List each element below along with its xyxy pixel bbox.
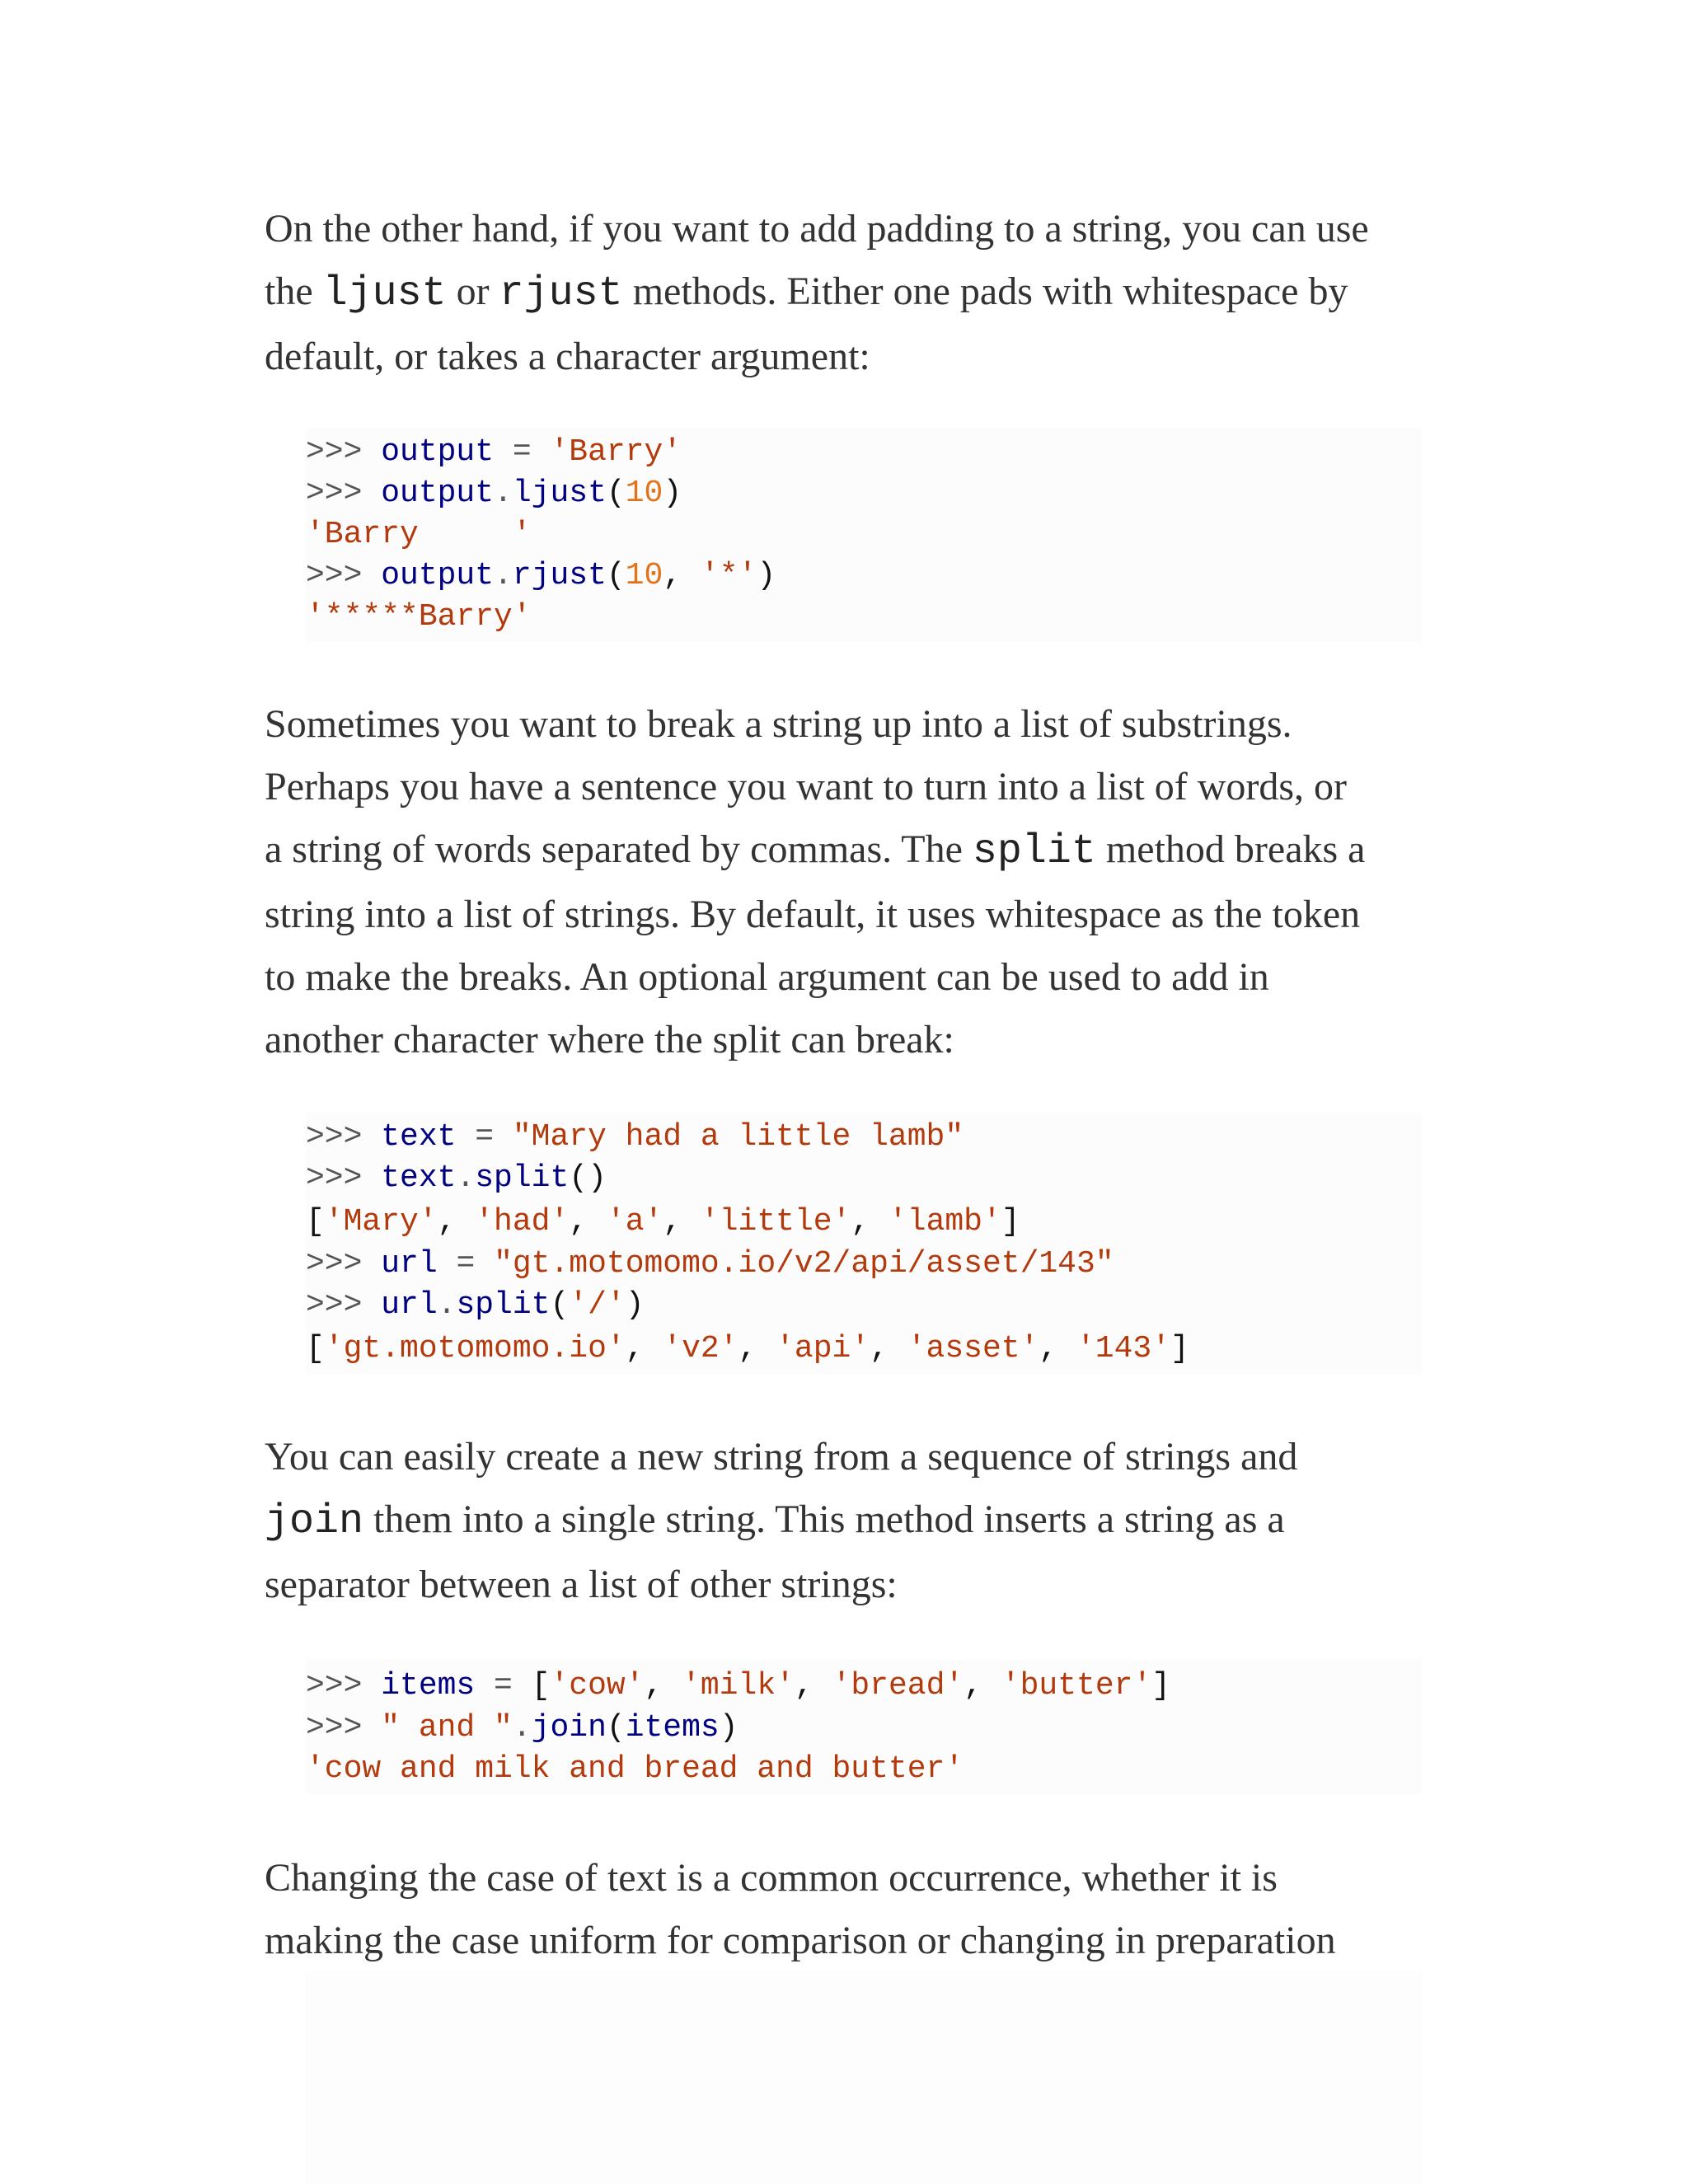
text-fragment: methods. Either one pads with whitespace by: [622, 269, 1348, 313]
code-string: '/': [569, 1287, 626, 1323]
code-name: output: [381, 434, 495, 470]
code-name: url: [381, 1246, 438, 1282]
code-output: '*****Barry': [306, 599, 532, 635]
code-punct: [: [531, 1668, 551, 1704]
code-output-line: [306, 597, 1422, 638]
code-block-padding: [306, 428, 1422, 642]
text-line: string into a list of strings. By default, it uses whitespace as the token: [265, 893, 1361, 936]
inline-code-rjust: rjust: [499, 270, 623, 317]
code-output-line: [306, 1199, 1422, 1244]
code-punct: [: [306, 1204, 325, 1240]
code-method: join: [531, 1710, 607, 1746]
code-punct: ,: [1039, 1331, 1076, 1366]
code-punct: ,: [851, 1204, 889, 1240]
code-method: ljust: [512, 476, 607, 511]
paragraph-case: [265, 1847, 1418, 1972]
inline-code-split: split: [972, 828, 1096, 875]
code-punct: ): [757, 558, 776, 593]
prompt: >>>: [306, 1246, 382, 1282]
code-string: 'Barry': [550, 434, 682, 470]
code-list-item: 'bread': [832, 1668, 964, 1704]
text-line: separator between a list of other strings:: [265, 1563, 898, 1606]
prompt: >>>: [306, 558, 382, 593]
paragraph-padding: [265, 198, 1418, 388]
text-line: Changing the case of text is a common occurrence, whether it is: [265, 1856, 1278, 1900]
code-list-item: 'gt.motomomo.io': [324, 1331, 626, 1366]
code-punct: (): [569, 1160, 607, 1196]
code-block-split: [306, 1113, 1422, 1375]
text-line: making the case uniform for comparison or changing in preparation: [265, 1919, 1336, 1962]
text-line: the: [265, 269, 323, 313]
code-punct: ]: [1001, 1204, 1020, 1240]
code-operator: =: [437, 1246, 495, 1282]
text-line: default, or takes a character argument:: [265, 335, 870, 378]
code-punct: ,: [569, 1204, 607, 1240]
code-block-join: [306, 1659, 1422, 1794]
code-list-item: 'Mary': [324, 1204, 438, 1240]
code-punct: ,: [738, 1331, 776, 1366]
code-operator: =: [456, 1119, 513, 1155]
text-line: Sometimes you want to break a string up into a list of substrings.: [265, 702, 1292, 746]
code-line: [306, 1244, 1422, 1285]
code-method: rjust: [512, 558, 607, 593]
code-line: [306, 473, 1422, 514]
code-list-item: '143': [1076, 1331, 1171, 1366]
code-punct: ,: [625, 1331, 663, 1366]
paragraph-split: [265, 693, 1418, 1071]
code-output: 'cow and milk and bread and butter': [306, 1751, 964, 1787]
text-line: Perhaps you have a sentence you want to turn into a list of words, or: [265, 765, 1348, 808]
code-operator: .: [437, 1287, 457, 1323]
code-name: url: [381, 1287, 438, 1323]
code-list-item: 'milk': [682, 1668, 795, 1704]
text-line: On the other hand, if you want to add padding to a string, you can use: [265, 207, 1369, 251]
paragraph-join: [265, 1426, 1418, 1616]
code-list-item: 'asset': [907, 1331, 1039, 1366]
code-string: "Mary had a little lamb": [512, 1119, 964, 1155]
code-output: 'Barry ': [306, 517, 532, 552]
code-line: [306, 432, 1422, 473]
code-punct: (: [606, 558, 626, 593]
prompt: >>>: [306, 1160, 382, 1196]
code-name: items: [625, 1710, 720, 1746]
code-list-item: 'lamb': [888, 1204, 1001, 1240]
code-line: [306, 1663, 1422, 1708]
code-name: text: [381, 1119, 457, 1155]
prompt: >>>: [306, 1287, 382, 1323]
code-punct: ,: [644, 1668, 682, 1704]
code-punct: ,: [794, 1668, 832, 1704]
prompt: >>>: [306, 434, 382, 470]
code-method: split: [475, 1160, 570, 1196]
code-number: 10: [625, 476, 663, 511]
code-line: [306, 1117, 1422, 1158]
prompt: >>>: [306, 1668, 382, 1704]
code-output-line: [306, 1326, 1422, 1371]
text-line: another character where the split can break:: [265, 1018, 954, 1062]
inline-code-join: join: [265, 1498, 364, 1545]
code-punct: ]: [1151, 1668, 1171, 1704]
code-operator: .: [512, 1710, 532, 1746]
code-operator: .: [494, 558, 513, 593]
inline-code-ljust: ljust: [322, 270, 447, 317]
code-list-item: 'api': [776, 1331, 870, 1366]
code-punct: ,: [870, 1331, 907, 1366]
code-name: output: [381, 558, 495, 593]
code-punct: (: [550, 1287, 570, 1323]
code-punct: ,: [964, 1668, 1001, 1704]
code-list-item: 'cow': [550, 1668, 645, 1704]
code-punct: ): [663, 476, 682, 511]
code-name: text: [381, 1160, 457, 1196]
code-operator: .: [456, 1160, 476, 1196]
code-punct: [: [306, 1331, 325, 1366]
code-list-item: 'butter': [1001, 1668, 1152, 1704]
code-punct: ,: [663, 558, 701, 593]
code-line: [306, 555, 1422, 597]
code-method: split: [456, 1287, 551, 1323]
prompt: >>>: [306, 1710, 382, 1746]
code-string: "gt.motomomo.io/v2/api/asset/143": [494, 1246, 1114, 1282]
code-punct: ,: [663, 1204, 701, 1240]
code-block-preview: [306, 1970, 1422, 2184]
text-fragment: method breaks a: [1095, 827, 1366, 871]
code-string: '*': [700, 558, 757, 593]
prompt: >>>: [306, 1119, 382, 1155]
code-string: " and ": [381, 1710, 513, 1746]
code-punct: ): [719, 1710, 738, 1746]
code-list-item: 'had': [475, 1204, 570, 1240]
text-fragment: them into a single string. This method inserts a string as a: [363, 1497, 1285, 1541]
code-list-item: 'little': [700, 1204, 851, 1240]
code-line: [306, 1158, 1422, 1199]
article-content: [265, 198, 1418, 1972]
code-operator: =: [494, 434, 551, 470]
code-name: output: [381, 476, 495, 511]
code-punct: ]: [1170, 1331, 1189, 1366]
code-punct: (: [606, 476, 626, 511]
text-fragment: or: [446, 269, 499, 313]
code-output-line: [306, 514, 1422, 555]
code-line: [306, 1285, 1422, 1326]
code-punct: ): [625, 1287, 645, 1323]
prompt: >>>: [306, 476, 382, 511]
code-operator: =: [475, 1668, 532, 1704]
text-line: You can easily create a new string from a sequence of strings and: [265, 1435, 1298, 1479]
code-punct: (: [606, 1710, 626, 1746]
code-output-line: [306, 1749, 1422, 1790]
code-operator: .: [494, 476, 513, 511]
text-line: to make the breaks. An optional argument can be used to add in: [265, 955, 1269, 999]
text-fragment: a string of words separated by commas. The: [265, 827, 973, 871]
code-list-item: 'a': [606, 1204, 663, 1240]
code-list-item: 'v2': [663, 1331, 738, 1366]
code-line: [306, 1708, 1422, 1749]
code-punct: ,: [437, 1204, 476, 1240]
code-number: 10: [625, 558, 663, 593]
code-name: items: [381, 1668, 476, 1704]
